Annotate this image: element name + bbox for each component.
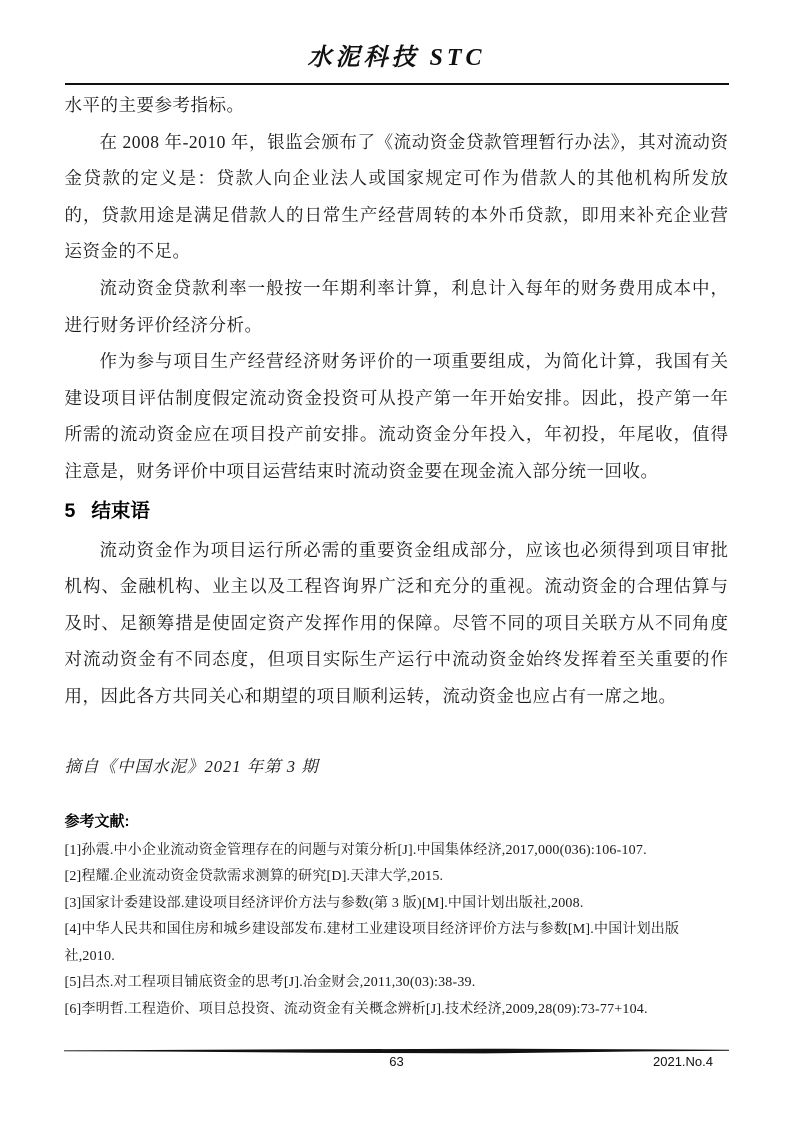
section-heading (65, 492, 729, 530)
page-footer (64, 1048, 729, 1088)
page-header (0, 0, 793, 85)
paragraph-interest-rate: 流动资金贷款利率一般按一年期利率计算，利息计入每年的财务费用成本中，进行财务评价经济分析。 (64, 277, 729, 335)
paragraph-financial-evaluation: 作为参与项目生产经营经济财务评价的一项重要组成，为简化计算，我国有关建设项目评估制度假定流动资金投资可从投产第一年开始安排。因此，投产第一年所需的流动资金应在项目投产前安排。流动资金分年投入，年初投，年尾收，值得注意是，财务评价中项目运营结束时流动资金要在现金流入部分统一回收。 (64, 351, 729, 481)
article-body (65, 87, 729, 1023)
issue-label: 2021.No.4 (653, 1054, 713, 1069)
references-heading: 参考文献: (64, 812, 130, 830)
header-rule (65, 83, 729, 85)
section-title: 结束语 (91, 499, 150, 522)
references-section (65, 811, 729, 1024)
journal-title: 水泥科技 STC (307, 45, 486, 71)
paragraph-loan-definition: 在 2008 年-2010 年，银监会颁布了《流动资金贷款管理暂行办法》，其对流动资金贷款的定义是：贷款人向企业法人或国家规定可作为借款人的其他机构所发放的，贷款用途是满足借款人的日常生产经营周转的本外币贷款，即用来补充企业营运资金的不足。 (64, 131, 729, 262)
reference-item: [5]吕杰.对工程项目铺底资金的思考[J].冶金财会,2011,30(03):38-39. (64, 975, 476, 990)
source-note: 摘自《中国水泥》2021 年第 3 期 (64, 756, 319, 776)
paragraph-continuation: 水平的主要参考指标。 (64, 95, 245, 115)
reference-item: [2]程耀.企业流动资金贷款需求测算的研究[D].天津大学,2015. (64, 869, 444, 884)
reference-item: [3]国家计委建设部.建设项目经济评价方法与参数(第 3 版)[M].中国计划出版社,2008. (64, 895, 584, 911)
page-number: 63 (389, 1054, 404, 1069)
references-list (65, 838, 729, 1024)
paragraph-conclusion: 流动资金作为项目运行所必需的重要资金组成部分，应该也必须得到项目审批机构、金融机构、业主以及工程咨询界广泛和充分的重视。流动资金的合理估算与及时、足额筹措是使固定资产发挥作用的保障。尽管不同的项目关联方从不同角度对流动资金有不同态度，但项目实际生产运行中流动资金始终发挥着至关重要的作用，因此各方共同关心和期望的项目顺利运转，流动资金也应占有一席之地。 (64, 539, 729, 706)
reference-item: [4]中华人民共和国住房和城乡建设部发布.建材工业建设项目经济评价方法与参数[M].中国计划出版社,2010. (64, 922, 680, 964)
reference-item: [6]李明哲.工程造价、项目总投资、流动资金有关概念辨析[J].技术经济,2009,28(09):73-77+104. (64, 1001, 648, 1017)
section-number: 5 (64, 499, 76, 522)
reference-item: [1]孙震.中小企业流动资金管理存在的问题与对策分析[J].中国集体经济,2017,000(036):106-107. (64, 842, 647, 858)
